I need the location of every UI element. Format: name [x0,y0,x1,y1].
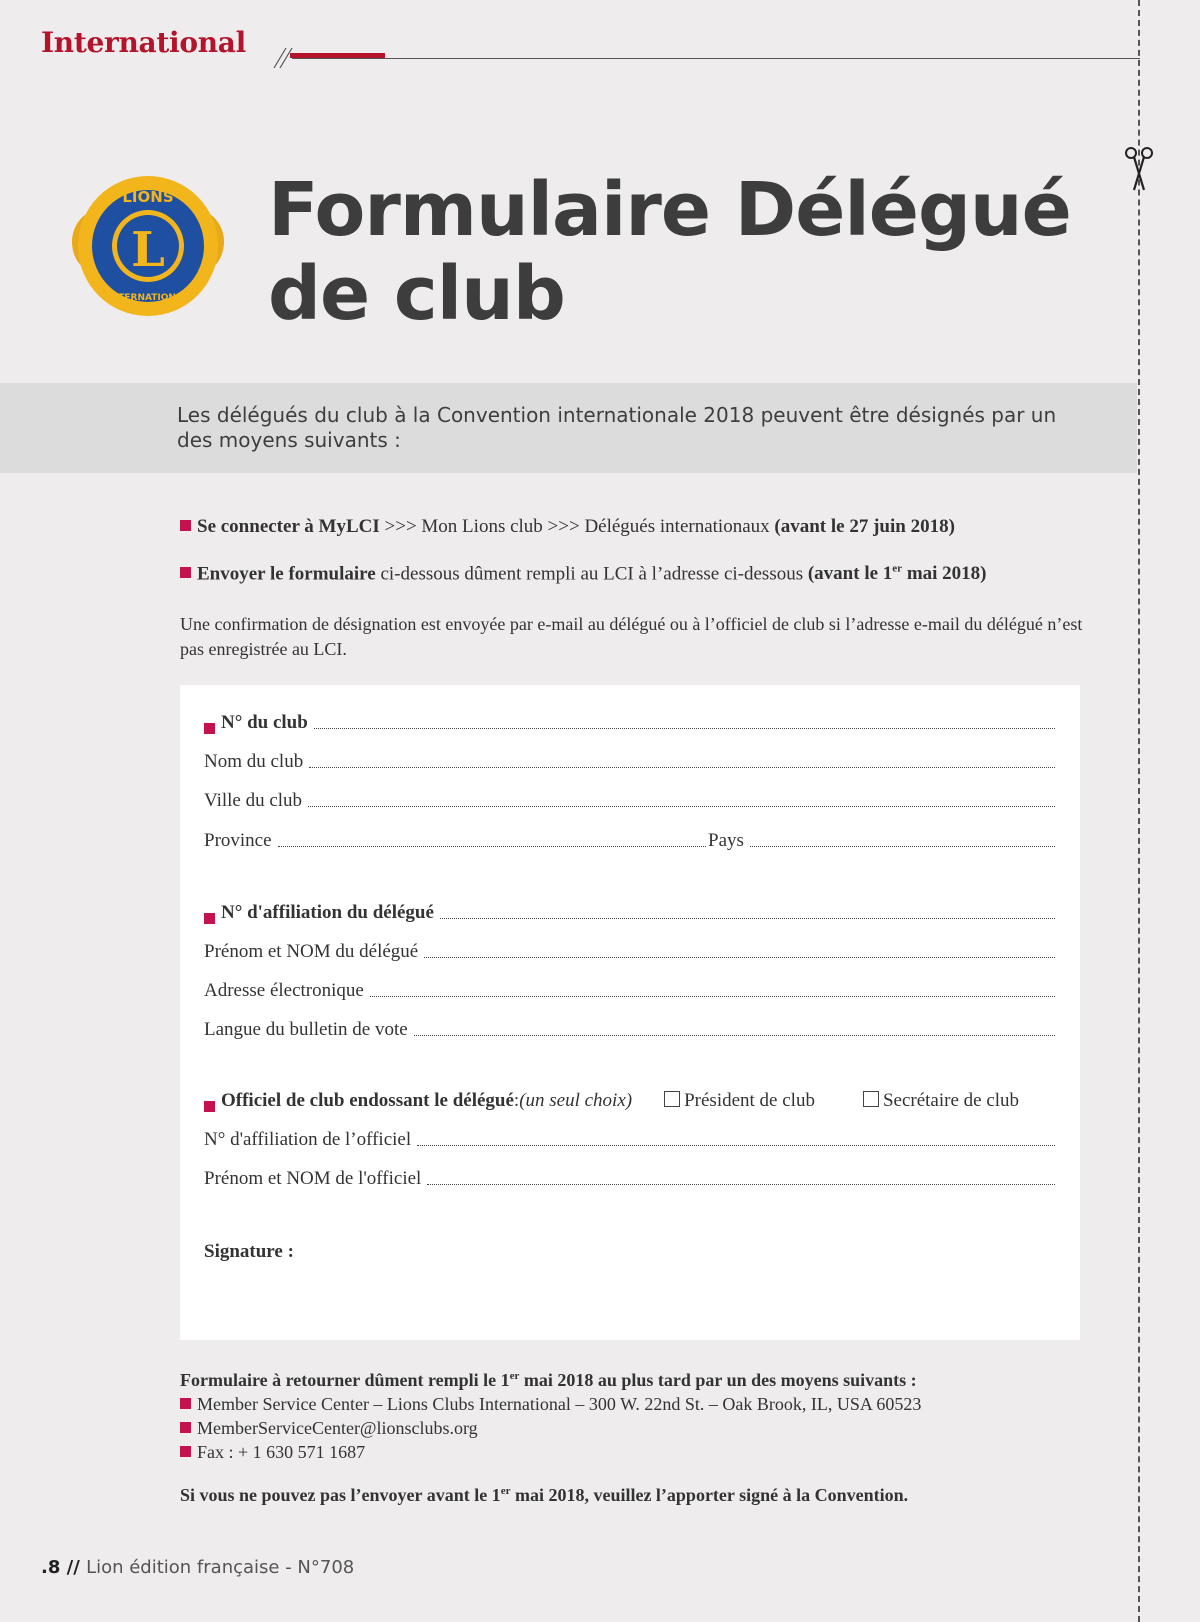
bullet-icon [204,913,215,924]
officer-number-field[interactable] [204,1129,1055,1151]
method-form [180,563,987,585]
method-mylci-title: Se connecter à MyLCI [197,516,380,537]
bullet-icon [180,1398,191,1409]
club-number-field[interactable] [204,712,1055,734]
return-address: Member Service Center – Lions Clubs International – 300 W. 22nd St. – Oak Brook, IL, USA 60523 [180,1392,1110,1416]
president-checkbox[interactable] [664,1091,680,1107]
province-line[interactable] [278,846,706,847]
page-title [268,168,1071,336]
officer-label: Officiel de club endossant le délégué [221,1090,514,1111]
intro-text: Les délégués du club à la Convention internationale 2018 peuvent être désignés par un des moyens suivants : [177,403,1057,452]
officer-name-field[interactable] [204,1168,1055,1190]
delegate-name-label: Prénom et NOM du délégué [204,941,419,962]
bullet-icon [180,520,191,531]
bullet-icon [204,723,215,734]
delegate-name-field[interactable] [204,941,1055,963]
return-heading: Formulaire à retourner dûment rempli le 1er mai 2018 au plus tard par un des moyens suivants : [180,1370,917,1390]
club-number-label: N° du club [221,712,308,733]
return-fax: Fax : + 1 630 571 1687 [180,1440,1110,1464]
logo-bottom-text: INTERNATIONAL [107,293,189,303]
delegate-name-line[interactable] [424,957,1055,958]
return-instructions [180,1364,1110,1464]
club-number-line[interactable] [314,728,1055,729]
president-option[interactable]: Président de club [664,1090,815,1112]
delegate-form [180,685,1080,1340]
method-mylci-deadline: (avant le 27 juin 2018) [774,516,955,537]
logo-letter: L [131,222,165,278]
title-line-2: de club [268,251,565,337]
page-footer: .8 // Lion édition française - N°708 [41,1557,355,1578]
logo-top-text: LIONS [122,188,174,206]
secretary-checkbox[interactable] [863,1091,879,1107]
method-form-text: ci-dessous dûment rempli au LCI à l’adresse ci-dessous [375,563,808,585]
ballot-language-line[interactable] [414,1035,1055,1036]
ballot-language-label: Langue du bulletin de vote [204,1019,408,1040]
email-label: Adresse électronique [204,980,364,1001]
lions-logo [70,172,226,320]
bullet-icon [180,1422,191,1433]
country-line[interactable] [750,846,1055,847]
confirmation-note: Une confirmation de désignation est envoyée par e-mail au délégué ou à l’officiel de club si l’adresse e-mail du délégué n’est pas enregistrée au LCI. [180,614,1083,659]
delegate-number-field[interactable] [204,902,1055,924]
email-field[interactable] [204,980,1055,1002]
country-field[interactable] [708,830,1055,852]
method-form-title: Envoyer le formulaire [197,563,376,585]
bullet-icon [204,1101,215,1112]
secretary-option[interactable]: Secrétaire de club [863,1090,1019,1112]
officer-name-line[interactable] [427,1184,1055,1185]
province-field[interactable] [204,830,706,852]
method-mylci-path: >>> Mon Lions club >>> Délégués internationaux [379,516,775,537]
method-mylci [180,516,955,538]
signature-field[interactable] [204,1241,294,1263]
title-line-1: Formulaire Délégué [268,167,1071,253]
officer-name-label: Prénom et NOM de l'officiel [204,1168,422,1189]
page-number: .8 [41,1557,61,1578]
header-rule [292,58,1140,59]
publication-name: Lion édition française - N°708 [86,1557,355,1578]
club-name-line[interactable] [309,767,1055,768]
officer-choice-row: Officiel de club endossant le délégué : (un seul choix) Président de club Secrétaire de club [204,1090,1064,1112]
delegate-number-line[interactable] [440,918,1055,919]
officer-number-label: N° d'affiliation de l’officiel [204,1129,412,1150]
final-note: Si vous ne pouvez pas l’envoyer avant le 1er mai 2018, veuillez l’apporter signé à la Convention. [180,1485,909,1505]
club-city-field[interactable] [204,790,1055,812]
province-label: Province [204,830,272,851]
bullet-icon [180,1446,191,1457]
ballot-language-field[interactable] [204,1019,1055,1041]
method-form-deadline: (avant le 1er mai 2018) [807,563,987,585]
delegate-number-label: N° d'affiliation du délégué [221,902,434,923]
officer-number-line[interactable] [417,1145,1055,1146]
bullet-icon [180,567,191,578]
signature-label: Signature : [204,1241,294,1262]
section-label: International [41,26,246,59]
officer-hint: (un seul choix) [519,1090,633,1111]
club-name-label: Nom du club [204,751,304,772]
scissors-icon [1124,146,1154,192]
return-email [180,1416,1110,1440]
club-city-label: Ville du club [204,790,303,811]
email-link[interactable]: MemberServiceCenter@lionsclubs.org [197,1418,478,1438]
cut-line [1138,0,1140,1622]
club-name-field[interactable] [204,751,1055,773]
email-line[interactable] [370,996,1055,997]
country-label: Pays [708,830,744,851]
club-city-line[interactable] [308,806,1055,807]
